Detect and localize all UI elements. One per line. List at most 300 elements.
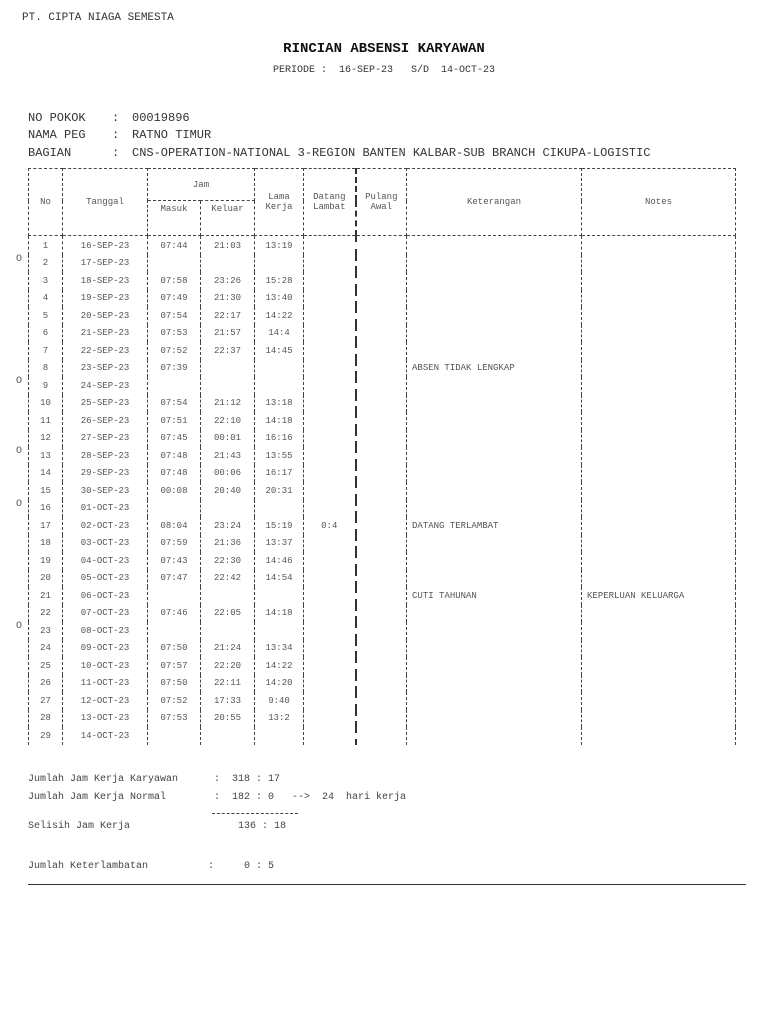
cell-pulang-awal: [356, 482, 407, 500]
cell-keterangan: [407, 272, 582, 290]
table-row: [29, 692, 736, 710]
cell-pulang-awal: [356, 236, 407, 255]
cell-tanggal: 23-SEP-23: [63, 360, 148, 378]
cell-notes: [582, 727, 736, 745]
no-pokok-row: [28, 111, 190, 125]
cell-lama-kerja: 14:4: [255, 325, 304, 343]
cell-keterangan: [407, 325, 582, 343]
cell-datang-lambat: [304, 675, 356, 693]
cell-pulang-awal: [356, 290, 407, 308]
cell-no: 14: [29, 465, 63, 483]
cell-no: 5: [29, 307, 63, 325]
cell-keluar: 23:26: [201, 272, 255, 290]
cell-no: 24: [29, 640, 63, 658]
cell-pulang-awal: [356, 570, 407, 588]
cell-tanggal: 14-OCT-23: [63, 727, 148, 745]
cell-datang-lambat: [304, 325, 356, 343]
cell-notes: [582, 675, 736, 693]
cell-notes: [582, 236, 736, 255]
cell-datang-lambat: [304, 412, 356, 430]
cell-notes: [582, 692, 736, 710]
cell-keterangan: [407, 377, 582, 395]
bottom-divider: [28, 884, 746, 885]
cell-tanggal: 22-SEP-23: [63, 342, 148, 360]
cell-masuk: 00:08: [148, 482, 201, 500]
no-pokok-colon: :: [112, 111, 120, 125]
cell-tanggal: 09-OCT-23: [63, 640, 148, 658]
cell-lama-kerja: 14:18: [255, 412, 304, 430]
cell-datang-lambat: [304, 255, 356, 273]
cell-no: 26: [29, 675, 63, 693]
cell-datang-lambat: [304, 535, 356, 553]
table-row: [29, 535, 736, 553]
cell-keterangan: [407, 710, 582, 728]
cell-pulang-awal: [356, 395, 407, 413]
header-lama-kerja: Lama Kerja: [255, 169, 304, 236]
cell-keluar: 20:40: [201, 482, 255, 500]
header-masuk: Masuk: [148, 201, 201, 236]
cell-no: 8: [29, 360, 63, 378]
cell-datang-lambat: [304, 500, 356, 518]
cell-keterangan: [407, 430, 582, 448]
cell-lama-kerja: 13:19: [255, 236, 304, 255]
cell-no: 28: [29, 710, 63, 728]
cell-keluar: 21:03: [201, 236, 255, 255]
cell-notes: [582, 552, 736, 570]
cell-keluar: 22:42: [201, 570, 255, 588]
cell-pulang-awal: [356, 255, 407, 273]
cell-notes: [582, 430, 736, 448]
table-row: [29, 272, 736, 290]
cell-lama-kerja: 15:28: [255, 272, 304, 290]
cell-tanggal: 06-OCT-23: [63, 587, 148, 605]
cell-pulang-awal: [356, 430, 407, 448]
cell-notes: [582, 640, 736, 658]
cell-masuk: 07:51: [148, 412, 201, 430]
cell-notes: [582, 465, 736, 483]
cell-pulang-awal: [356, 447, 407, 465]
cell-tanggal: 07-OCT-23: [63, 605, 148, 623]
summary-selisih: Selisih Jam Kerja 136 : 18: [28, 821, 287, 832]
cell-datang-lambat: [304, 395, 356, 413]
cell-keluar: 22:30: [201, 552, 255, 570]
cell-notes: [582, 412, 736, 430]
cell-no: 2: [29, 255, 63, 273]
cell-masuk: 07:50: [148, 675, 201, 693]
table-row: [29, 395, 736, 413]
cell-keterangan: [407, 692, 582, 710]
cell-lama-kerja: [255, 255, 304, 273]
cell-lama-kerja: 9:40: [255, 692, 304, 710]
cell-datang-lambat: [304, 377, 356, 395]
table-row: [29, 587, 736, 605]
cell-datang-lambat: [304, 622, 356, 640]
table-row: [29, 236, 736, 255]
cell-tanggal: 26-SEP-23: [63, 412, 148, 430]
cell-datang-lambat: [304, 430, 356, 448]
cell-keterangan: [407, 622, 582, 640]
cell-pulang-awal: [356, 272, 407, 290]
cell-masuk: 07:39: [148, 360, 201, 378]
cell-notes: [582, 342, 736, 360]
cell-tanggal: 10-OCT-23: [63, 657, 148, 675]
cell-keluar: 21:24: [201, 640, 255, 658]
off-day-mark: O: [16, 621, 23, 632]
cell-pulang-awal: [356, 605, 407, 623]
cell-no: 15: [29, 482, 63, 500]
cell-masuk: 07:43: [148, 552, 201, 570]
bagian-colon: :: [112, 146, 120, 160]
cell-keterangan: [407, 412, 582, 430]
cell-lama-kerja: [255, 500, 304, 518]
cell-keterangan: [407, 307, 582, 325]
cell-tanggal: 29-SEP-23: [63, 465, 148, 483]
cell-tanggal: 24-SEP-23: [63, 377, 148, 395]
table-row: [29, 290, 736, 308]
cell-pulang-awal: [356, 657, 407, 675]
cell-keterangan: [407, 395, 582, 413]
header-no: No: [29, 169, 63, 236]
cell-lama-kerja: 13:37: [255, 535, 304, 553]
cell-lama-kerja: 14:22: [255, 307, 304, 325]
cell-pulang-awal: [356, 692, 407, 710]
cell-tanggal: 25-SEP-23: [63, 395, 148, 413]
cell-keluar: 22:17: [201, 307, 255, 325]
cell-masuk: 07:53: [148, 325, 201, 343]
cell-notes: [582, 447, 736, 465]
cell-masuk: 07:45: [148, 430, 201, 448]
cell-notes: [582, 605, 736, 623]
cell-pulang-awal: [356, 307, 407, 325]
cell-keterangan: [407, 657, 582, 675]
cell-keluar: 21:43: [201, 447, 255, 465]
nama-value: RATNO TIMUR: [132, 128, 212, 142]
cell-datang-lambat: [304, 640, 356, 658]
cell-keterangan: [407, 570, 582, 588]
cell-datang-lambat: [304, 552, 356, 570]
cell-no: 3: [29, 272, 63, 290]
cell-tanggal: 04-OCT-23: [63, 552, 148, 570]
cell-keterangan: [407, 675, 582, 693]
header-tanggal: Tanggal: [63, 169, 148, 236]
cell-datang-lambat: [304, 447, 356, 465]
cell-notes: [582, 482, 736, 500]
table-row: [29, 675, 736, 693]
cell-masuk: 07:52: [148, 692, 201, 710]
cell-no: 29: [29, 727, 63, 745]
cell-notes: [582, 517, 736, 535]
cell-keluar: 22:37: [201, 342, 255, 360]
table-row: [29, 482, 736, 500]
cell-notes: [582, 570, 736, 588]
cell-no: 25: [29, 657, 63, 675]
cell-pulang-awal: [356, 325, 407, 343]
cell-masuk: [148, 587, 201, 605]
table-row: [29, 412, 736, 430]
cell-keterangan: [407, 605, 582, 623]
cell-no: 27: [29, 692, 63, 710]
cell-datang-lambat: [304, 307, 356, 325]
cell-pulang-awal: [356, 342, 407, 360]
cell-no: 7: [29, 342, 63, 360]
table-row: [29, 307, 736, 325]
cell-masuk: 07:52: [148, 342, 201, 360]
cell-masuk: [148, 377, 201, 395]
cell-pulang-awal: [356, 622, 407, 640]
cell-no: 9: [29, 377, 63, 395]
cell-notes: [582, 500, 736, 518]
cell-keterangan: [407, 552, 582, 570]
cell-masuk: 07:47: [148, 570, 201, 588]
cell-keterangan: [407, 236, 582, 255]
table-row: [29, 727, 736, 745]
off-day-mark: O: [16, 498, 23, 510]
cell-no: 12: [29, 430, 63, 448]
cell-keterangan: [407, 342, 582, 360]
cell-keluar: 22:10: [201, 412, 255, 430]
off-day-mark: O: [16, 446, 23, 457]
header-notes: Notes: [582, 169, 736, 236]
table-row: [29, 255, 736, 273]
off-day-mark: O: [16, 253, 23, 265]
cell-keluar: 21:30: [201, 290, 255, 308]
cell-notes: KEPERLUAN KELUARGA: [582, 587, 736, 605]
cell-lama-kerja: [255, 377, 304, 395]
cell-datang-lambat: [304, 236, 356, 255]
cell-masuk: 07:54: [148, 307, 201, 325]
cell-no: 4: [29, 290, 63, 308]
cell-masuk: 07:48: [148, 447, 201, 465]
cell-tanggal: 27-SEP-23: [63, 430, 148, 448]
cell-datang-lambat: [304, 342, 356, 360]
table-row: [29, 465, 736, 483]
cell-no: 11: [29, 412, 63, 430]
table-row: [29, 657, 736, 675]
cell-masuk: [148, 622, 201, 640]
cell-keluar: 23:24: [201, 517, 255, 535]
cell-datang-lambat: [304, 290, 356, 308]
cell-tanggal: 28-SEP-23: [63, 447, 148, 465]
cell-masuk: 07:50: [148, 640, 201, 658]
bagian-row: [28, 146, 650, 160]
cell-tanggal: 16-SEP-23: [63, 236, 148, 255]
cell-masuk: [148, 727, 201, 745]
cell-notes: [582, 622, 736, 640]
table-row: [29, 342, 736, 360]
cell-lama-kerja: 13:40: [255, 290, 304, 308]
cell-tanggal: 21-SEP-23: [63, 325, 148, 343]
summary-keterlambatan: Jumlah Keterlambatan : 0 : 5: [28, 861, 275, 872]
nama-colon: :: [112, 128, 120, 142]
cell-notes: [582, 360, 736, 378]
cell-pulang-awal: [356, 710, 407, 728]
company-name: PT. CIPTA NIAGA SEMESTA: [22, 12, 174, 24]
summary-underline: [212, 813, 298, 814]
no-pokok-value: 00019896: [132, 111, 190, 125]
cell-pulang-awal: [356, 535, 407, 553]
cell-pulang-awal: [356, 517, 407, 535]
report-title: RINCIAN ABSENSI KARYAWAN: [283, 41, 485, 57]
cell-datang-lambat: [304, 710, 356, 728]
cell-tanggal: 08-OCT-23: [63, 622, 148, 640]
cell-no: 10: [29, 395, 63, 413]
cell-keterangan: CUTI TAHUNAN: [407, 587, 582, 605]
table-row: [29, 377, 736, 395]
cell-tanggal: 17-SEP-23: [63, 255, 148, 273]
cell-tanggal: 11-OCT-23: [63, 675, 148, 693]
table-row: [29, 500, 736, 518]
cell-keluar: 17:33: [201, 692, 255, 710]
cell-datang-lambat: [304, 727, 356, 745]
cell-keluar: [201, 587, 255, 605]
cell-notes: [582, 255, 736, 273]
cell-notes: [582, 290, 736, 308]
table-row: [29, 622, 736, 640]
cell-no: 21: [29, 587, 63, 605]
cell-keterangan: [407, 465, 582, 483]
cell-lama-kerja: [255, 587, 304, 605]
cell-datang-lambat: [304, 587, 356, 605]
cell-notes: [582, 395, 736, 413]
table-row: [29, 605, 736, 623]
cell-lama-kerja: 14:54: [255, 570, 304, 588]
cell-tanggal: 02-OCT-23: [63, 517, 148, 535]
cell-keluar: 00:01: [201, 430, 255, 448]
cell-datang-lambat: 0:4: [304, 517, 356, 535]
cell-pulang-awal: [356, 500, 407, 518]
cell-datang-lambat: [304, 570, 356, 588]
cell-keluar: [201, 622, 255, 640]
cell-keterangan: [407, 500, 582, 518]
cell-tanggal: 05-OCT-23: [63, 570, 148, 588]
cell-lama-kerja: [255, 622, 304, 640]
cell-keterangan: [407, 640, 582, 658]
cell-no: 22: [29, 605, 63, 623]
cell-keluar: 21:36: [201, 535, 255, 553]
cell-lama-kerja: 13:18: [255, 395, 304, 413]
header-datang-lambat: Datang Lambat: [304, 169, 356, 236]
cell-keterangan: [407, 535, 582, 553]
table-row: [29, 710, 736, 728]
cell-datang-lambat: [304, 465, 356, 483]
cell-keluar: 20:55: [201, 710, 255, 728]
cell-keluar: 21:12: [201, 395, 255, 413]
cell-masuk: [148, 500, 201, 518]
cell-tanggal: 12-OCT-23: [63, 692, 148, 710]
cell-tanggal: 30-SEP-23: [63, 482, 148, 500]
cell-lama-kerja: 14:45: [255, 342, 304, 360]
cell-lama-kerja: 13:2: [255, 710, 304, 728]
cell-lama-kerja: 15:19: [255, 517, 304, 535]
header-keluar: Keluar: [201, 201, 255, 236]
cell-keluar: 21:57: [201, 325, 255, 343]
cell-pulang-awal: [356, 360, 407, 378]
cell-keluar: [201, 360, 255, 378]
summary-jam-karyawan: Jumlah Jam Kerja Karyawan : 318 : 17: [28, 774, 281, 785]
cell-keluar: [201, 500, 255, 518]
cell-keterangan: [407, 447, 582, 465]
cell-notes: [582, 657, 736, 675]
cell-tanggal: 20-SEP-23: [63, 307, 148, 325]
table-row: [29, 360, 736, 378]
table-row: [29, 430, 736, 448]
cell-keterangan: DATANG TERLAMBAT: [407, 517, 582, 535]
cell-notes: [582, 535, 736, 553]
cell-no: 1: [29, 236, 63, 255]
cell-masuk: 07:46: [148, 605, 201, 623]
cell-tanggal: 18-SEP-23: [63, 272, 148, 290]
cell-keterangan: [407, 727, 582, 745]
cell-notes: [582, 272, 736, 290]
cell-keluar: 22:20: [201, 657, 255, 675]
cell-keterangan: [407, 255, 582, 273]
cell-keluar: [201, 377, 255, 395]
cell-datang-lambat: [304, 692, 356, 710]
cell-no: 19: [29, 552, 63, 570]
cell-datang-lambat: [304, 657, 356, 675]
cell-masuk: 08:04: [148, 517, 201, 535]
cell-masuk: 07:57: [148, 657, 201, 675]
cell-pulang-awal: [356, 727, 407, 745]
off-day-mark: O: [16, 376, 23, 387]
cell-no: 18: [29, 535, 63, 553]
bagian-label: BAGIAN: [28, 146, 72, 160]
cell-notes: [582, 325, 736, 343]
cell-lama-kerja: 16:16: [255, 430, 304, 448]
cell-keluar: 22:05: [201, 605, 255, 623]
nama-row: [28, 128, 211, 142]
bagian-value: CNS-OPERATION-NATIONAL 3-REGION BANTEN KALBAR-SUB BRANCH CIKUPA-LOGISTIC: [132, 146, 651, 160]
attendance-table: [28, 168, 736, 745]
cell-datang-lambat: [304, 272, 356, 290]
cell-pulang-awal: [356, 412, 407, 430]
cell-datang-lambat: [304, 482, 356, 500]
cell-tanggal: 01-OCT-23: [63, 500, 148, 518]
cell-masuk: 07:54: [148, 395, 201, 413]
cell-datang-lambat: [304, 605, 356, 623]
summary-jam-normal: Jumlah Jam Kerja Normal : 182 : 0 --> 24 hari kerja: [28, 792, 407, 803]
cell-datang-lambat: [304, 360, 356, 378]
header-jam: Jam: [148, 169, 255, 201]
report-period: PERIODE : 16-SEP-23 S/D 14-OCT-23: [272, 65, 496, 76]
cell-keluar: 22:11: [201, 675, 255, 693]
cell-lama-kerja: 14:20: [255, 675, 304, 693]
cell-no: 20: [29, 570, 63, 588]
cell-keluar: [201, 727, 255, 745]
cell-lama-kerja: 14:18: [255, 605, 304, 623]
cell-pulang-awal: [356, 587, 407, 605]
cell-notes: [582, 307, 736, 325]
cell-lama-kerja: 14:22: [255, 657, 304, 675]
cell-no: 13: [29, 447, 63, 465]
cell-keluar: [201, 255, 255, 273]
cell-masuk: 07:48: [148, 465, 201, 483]
cell-lama-kerja: 14:46: [255, 552, 304, 570]
cell-no: 16: [29, 500, 63, 518]
cell-pulang-awal: [356, 465, 407, 483]
cell-keterangan: [407, 290, 582, 308]
table-row: [29, 325, 736, 343]
cell-pulang-awal: [356, 675, 407, 693]
no-pokok-label: NO POKOK: [28, 111, 86, 125]
cell-masuk: 07:44: [148, 236, 201, 255]
cell-tanggal: 13-OCT-23: [63, 710, 148, 728]
cell-pulang-awal: [356, 640, 407, 658]
cell-masuk: 07:59: [148, 535, 201, 553]
cell-notes: [582, 377, 736, 395]
cell-no: 6: [29, 325, 63, 343]
nama-label: NAMA PEG: [28, 128, 86, 142]
